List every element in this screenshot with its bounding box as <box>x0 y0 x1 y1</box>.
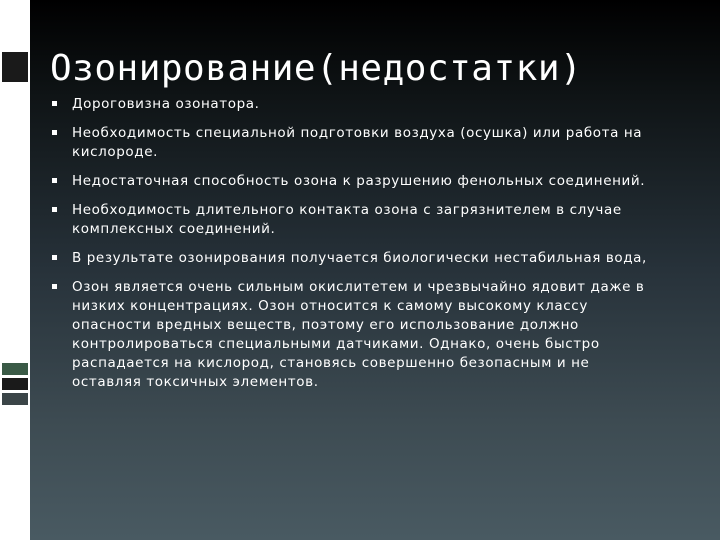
bullet-item <box>52 201 662 239</box>
bullet-text: Необходимость длительного контакта озона с загрязнителем в случае комплексных соединений. <box>72 202 622 237</box>
slide-title: Озонирование(недостатки) <box>50 48 583 89</box>
bullet-square-icon <box>52 101 57 106</box>
bullet-square-icon <box>52 178 57 183</box>
bar-marker-gray <box>0 393 28 405</box>
bullet-square-icon <box>52 255 57 260</box>
bullet-item <box>52 249 662 268</box>
bullet-square-icon <box>52 284 57 289</box>
bullet-text: Недостаточная способность озона к разрушению фенольных соединений. <box>72 173 646 189</box>
bullet-item <box>52 172 662 191</box>
bullet-square-icon <box>52 207 57 212</box>
bullet-text: В результате озонирования получается биологически нестабильная вода, <box>72 250 647 266</box>
bullet-item <box>52 124 662 162</box>
bullet-item <box>52 95 662 114</box>
bullet-item <box>52 278 662 392</box>
bullet-square-icon <box>52 130 57 135</box>
bar-marker-green <box>0 363 28 375</box>
bar-marker-dark <box>0 378 28 390</box>
bullet-text: Необходимость специальной подготовки воздуха (осушка) или работа на кислороде. <box>72 125 643 160</box>
bullet-list <box>52 95 662 402</box>
bar-marker-top <box>0 52 28 82</box>
bullet-text: Дороговизна озонатора. <box>72 96 260 112</box>
left-decorative-bar <box>0 0 28 540</box>
bullet-text: Озон является очень сильным окислитетем и чрезвычайно ядовит даже в низких концентрациях. Озон относится к самому высокому классу опасности вредных веществ, поэтому его использование должно контролироваться специальными датчиками. Однако, очень быстро распадается на кислород, становясь совершенно безопасным и не оставляя токсичных элементов. <box>72 279 645 390</box>
